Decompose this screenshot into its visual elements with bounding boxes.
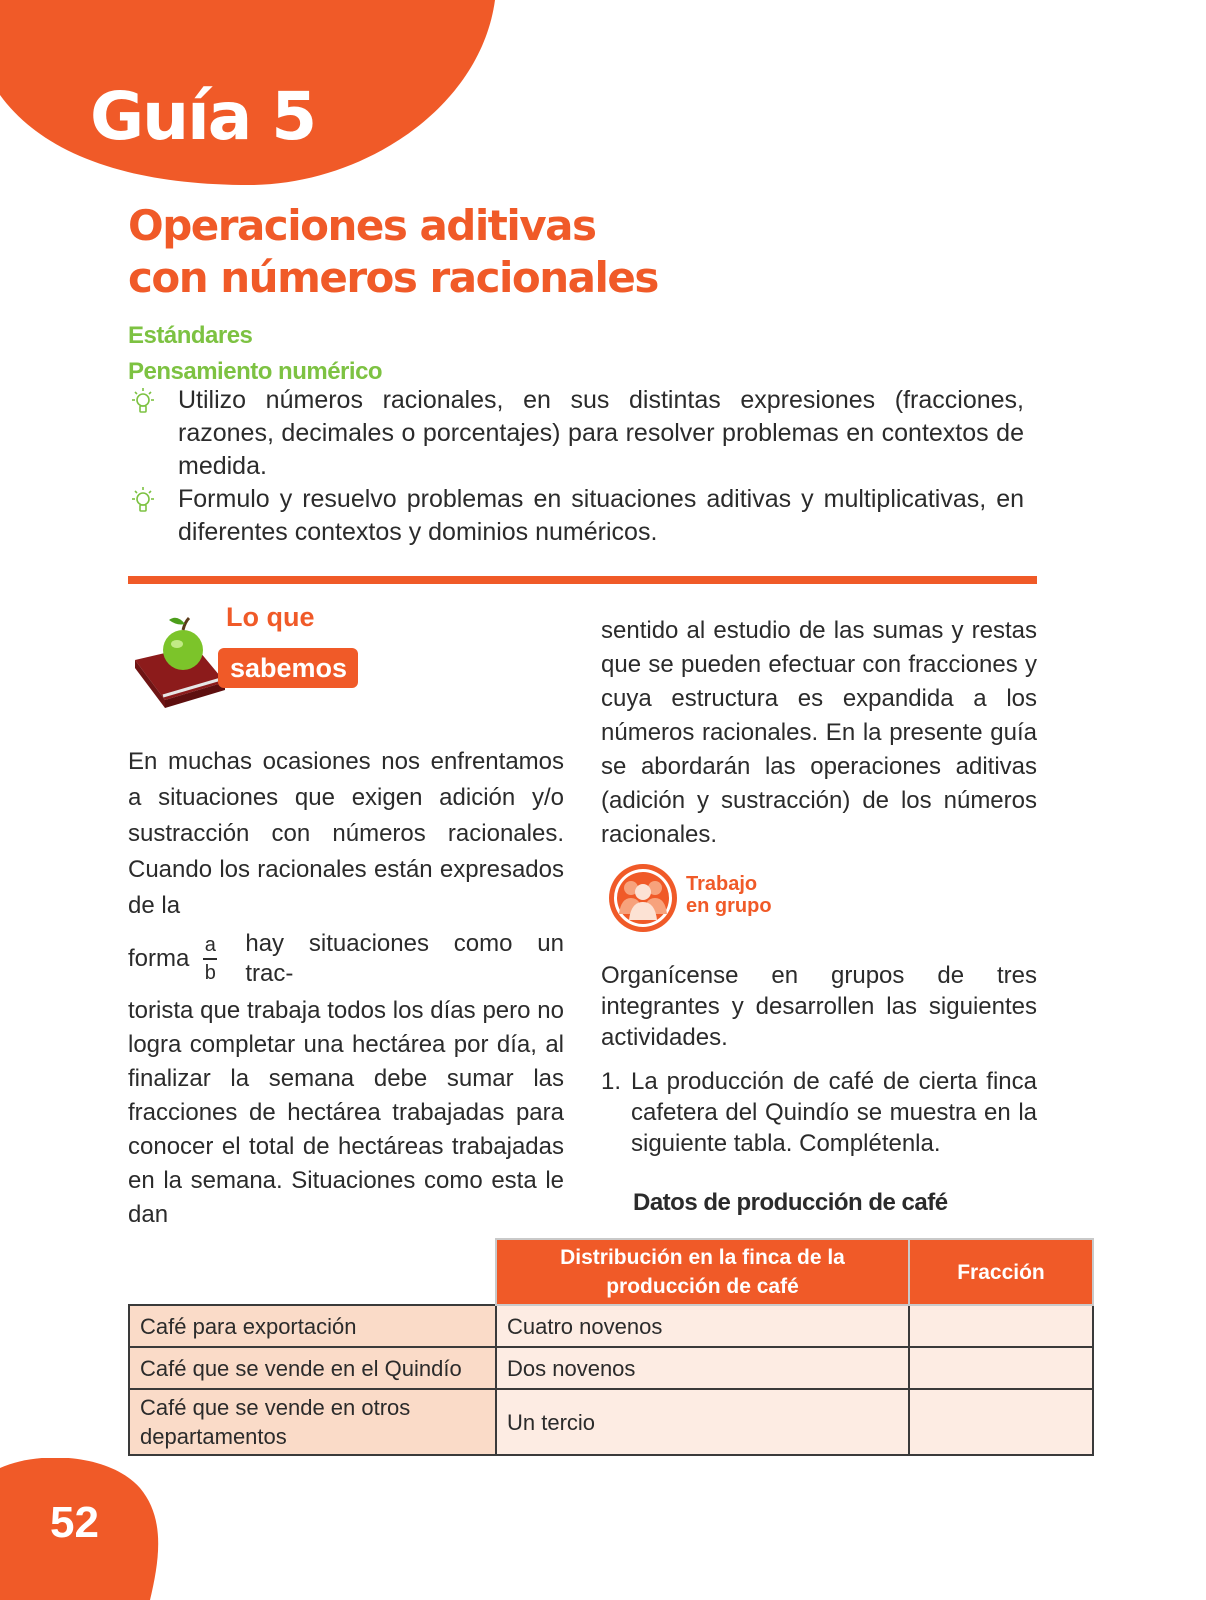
guide-label: Guía 5 xyxy=(90,78,316,155)
trabajo-en-grupo-label xyxy=(686,873,772,917)
title-line-1: Operaciones aditivas xyxy=(128,201,596,250)
fraction-numerator: a xyxy=(204,934,216,956)
task-text: La producción de café de cierta finca cafetera del Quindío se muestra en la siguiente tabla. Complétenla. xyxy=(631,1068,1037,1157)
row-label: Café que se vende en el Quindío xyxy=(129,1347,496,1389)
row-distribution: Cuatro novenos xyxy=(496,1305,909,1347)
standards-title: Estándares xyxy=(128,322,253,349)
fraction-answer-cell[interactable] xyxy=(909,1389,1093,1455)
group-work-icon xyxy=(607,862,679,934)
page-title xyxy=(128,200,888,304)
lightbulb-icon xyxy=(128,387,158,417)
paragraph: En muchas ocasiones nos enfrentamos a situaciones que exigen adición y/o sustracción con números racionales. Cuando los racionales están expresados de la xyxy=(128,748,564,919)
standards-list xyxy=(128,384,1024,549)
page-number: 52 xyxy=(50,1498,99,1547)
table-title: Datos de producción de café xyxy=(633,1189,948,1216)
table-header-row xyxy=(129,1239,1093,1305)
task-number: 1. xyxy=(601,1068,622,1095)
row-distribution: Dos novenos xyxy=(496,1347,909,1389)
standard-item xyxy=(128,384,1024,483)
table-row xyxy=(129,1305,1093,1347)
lo-que-sabemos-line1: Lo que xyxy=(226,602,315,632)
left-column-text xyxy=(128,744,564,1232)
fraction-answer-cell[interactable] xyxy=(909,1305,1093,1347)
lo-que-sabemos-badge: sabemos xyxy=(218,648,358,688)
fraction-a-over-b xyxy=(203,934,217,984)
fraction-prefix: forma xyxy=(128,945,190,972)
table-header-blank xyxy=(129,1239,496,1305)
table-header-distribution: Distribución en la finca de la producción de café xyxy=(496,1239,909,1305)
trabajo-line2: en grupo xyxy=(686,895,772,917)
row-distribution: Un tercio xyxy=(496,1389,909,1455)
standards-subtitle: Pensamiento numérico xyxy=(128,358,383,385)
standards-heading xyxy=(128,318,382,390)
standard-item xyxy=(128,483,1024,549)
paragraph: sentido al estudio de las sumas y restas que se pueden efectuar con fracciones y cuya estructura es expandida a los números racionales. En la presente guía se abordarán las operaciones aditivas (adición y sustracción) de los números racionales. xyxy=(601,617,1037,848)
fraction-denominator: b xyxy=(204,962,216,984)
table-row xyxy=(129,1389,1093,1455)
group-instructions: Organícense en grupos de tres integrantes y desarrollen las siguientes actividades. xyxy=(601,962,1037,1051)
fraction-line xyxy=(128,924,564,994)
trabajo-line1: Trabajo xyxy=(686,873,758,895)
table-row xyxy=(129,1347,1093,1389)
coffee-production-table xyxy=(128,1238,1094,1456)
row-label: Café para exportación xyxy=(129,1305,496,1347)
section-divider xyxy=(128,576,1037,584)
fraction-suffix: hay situaciones como un trac- xyxy=(245,930,564,987)
paragraph: torista que trabaja todos los días pero no logra completar una hectárea por día, al finalizar la semana debe sumar las fracciones de hectárea trabajadas para conocer el total de hectáreas trabajadas en la semana. Situaciones como esta le dan xyxy=(128,997,564,1228)
table-header-fraction: Fracción xyxy=(909,1239,1093,1305)
right-column-text xyxy=(601,614,1037,852)
standard-text: Utilizo números racionales, en sus distintas expresiones (fracciones, razones, decimales o porcentajes) para resolver problemas en contextos de medida. xyxy=(178,386,1024,480)
standard-text: Formulo y resuelvo problemas en situaciones aditivas y multiplicativas, en diferentes contextos y dominios numéricos. xyxy=(178,485,1024,546)
fraction-answer-cell[interactable] xyxy=(909,1347,1093,1389)
row-label: Café que se vende en otros departamentos xyxy=(129,1389,496,1455)
lightbulb-icon xyxy=(128,486,158,516)
task-item xyxy=(601,1066,1037,1159)
title-line-2: con números racionales xyxy=(128,253,658,302)
